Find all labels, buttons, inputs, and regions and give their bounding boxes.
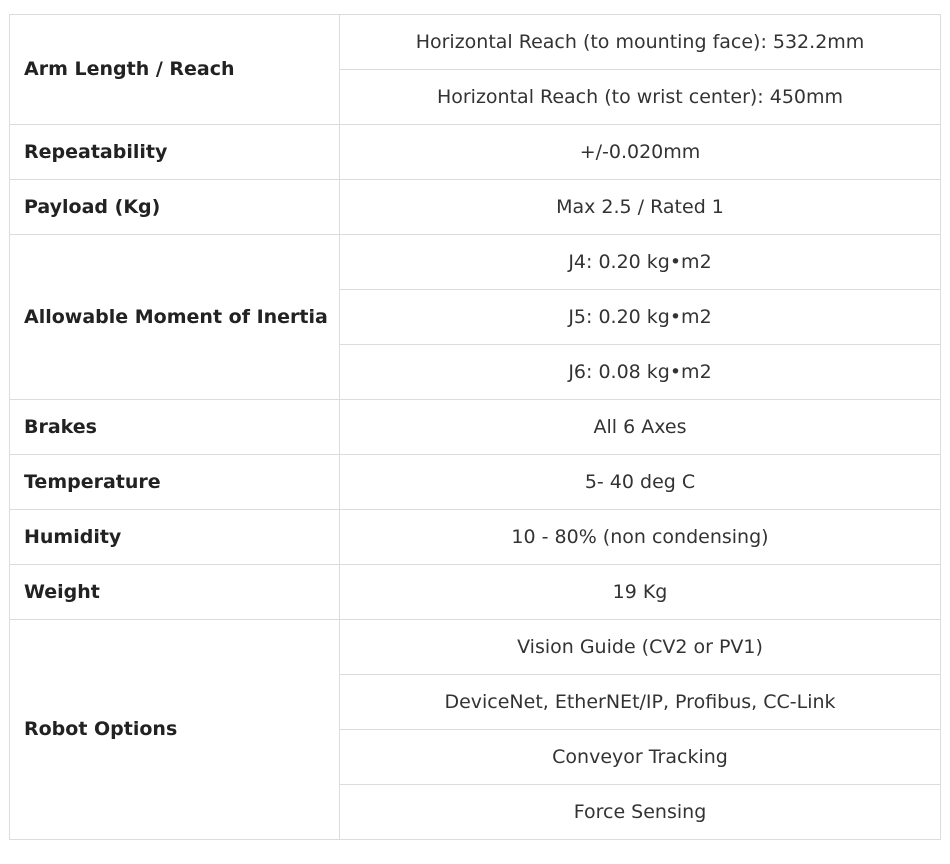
spec-value: Vision Guide (CV2 or PV1) <box>340 620 941 675</box>
spec-label-inertia: Allowable Moment of Inertia <box>10 235 340 400</box>
table-row <box>10 180 941 235</box>
spec-label-payload: Payload (Kg) <box>10 180 340 235</box>
spec-value: +/-0.020mm <box>340 125 941 180</box>
spec-label-weight: Weight <box>10 565 340 620</box>
spec-value: Force Sensing <box>340 785 941 840</box>
spec-label-humidity: Humidity <box>10 510 340 565</box>
spec-table <box>9 14 941 840</box>
spec-value: Conveyor Tracking <box>340 730 941 785</box>
table-row <box>10 15 941 70</box>
table-row <box>10 620 941 675</box>
spec-value: All 6 Axes <box>340 400 941 455</box>
spec-value: DeviceNet, EtherNEt/IP, Profibus, CC-Link <box>340 675 941 730</box>
spec-value: 10 - 80% (non condensing) <box>340 510 941 565</box>
spec-value: J5: 0.20 kg•m2 <box>340 290 941 345</box>
spec-value: Horizontal Reach (to wrist center): 450mm <box>340 70 941 125</box>
spec-label-robot-options: Robot Options <box>10 620 340 840</box>
table-row <box>10 565 941 620</box>
spec-value: J6: 0.08 kg•m2 <box>340 345 941 400</box>
spec-label-arm-length: Arm Length / Reach <box>10 15 340 125</box>
table-row <box>10 235 941 290</box>
spec-value: 19 Kg <box>340 565 941 620</box>
spec-label-repeatability: Repeatability <box>10 125 340 180</box>
table-row <box>10 455 941 510</box>
spec-value: 5- 40 deg C <box>340 455 941 510</box>
spec-value: J4: 0.20 kg•m2 <box>340 235 941 290</box>
spec-label-temperature: Temperature <box>10 455 340 510</box>
table-row <box>10 510 941 565</box>
spec-label-brakes: Brakes <box>10 400 340 455</box>
spec-value: Horizontal Reach (to mounting face): 532.2mm <box>340 15 941 70</box>
spec-value: Max 2.5 / Rated 1 <box>340 180 941 235</box>
table-row <box>10 400 941 455</box>
table-row <box>10 125 941 180</box>
